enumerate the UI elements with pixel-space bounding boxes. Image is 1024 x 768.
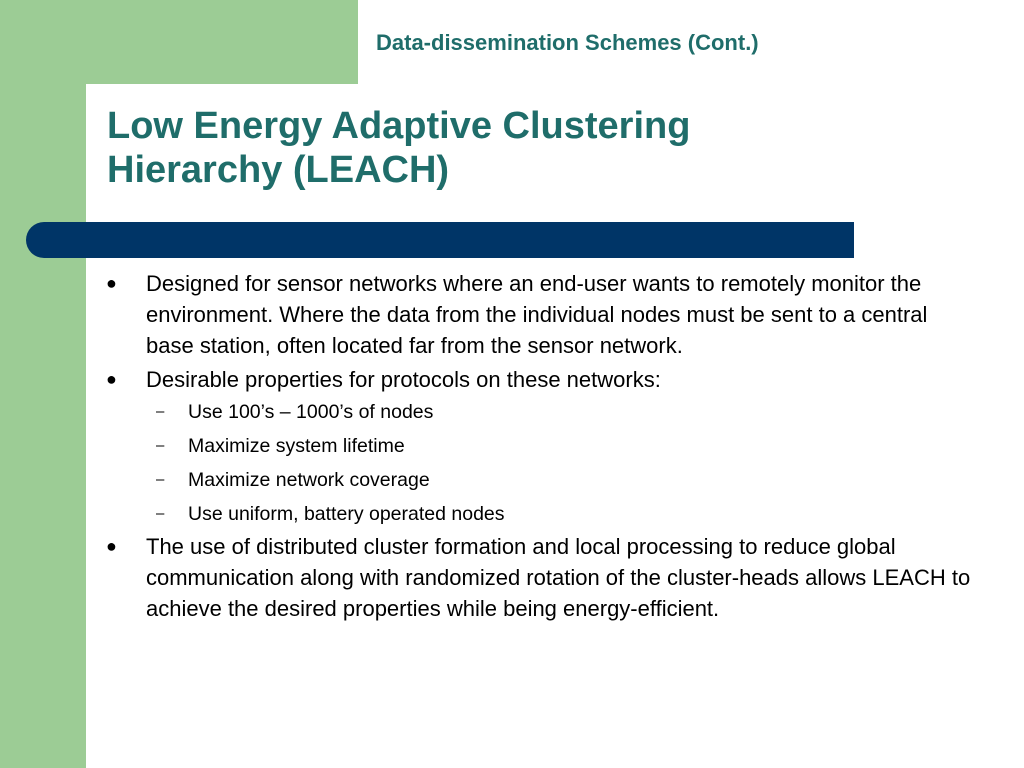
bullet-text: The use of distributed cluster formation and local processing to reduce global communication along with randomized rotation of the cluster-heads allows LEACH to achieve the desired properties while being energy-efficient. bbox=[146, 534, 971, 621]
sub-bullet-text: Use 100’s – 1000’s of nodes bbox=[188, 401, 434, 423]
slide-title-line-1: Low Energy Adaptive Clustering bbox=[107, 105, 691, 147]
top-green-band bbox=[0, 0, 358, 84]
sub-bullet-text: Use uniform, battery operated nodes bbox=[188, 503, 505, 525]
slide-title-line-2: Hierarchy (LEACH) bbox=[107, 149, 450, 191]
slide-title bbox=[107, 104, 867, 192]
bullet-icon: ● bbox=[106, 273, 117, 293]
dash-icon: – bbox=[156, 403, 165, 420]
sub-bullet-item bbox=[104, 497, 994, 531]
bullet-text: Desirable properties for protocols on these networks: bbox=[146, 367, 661, 392]
slide-body bbox=[104, 268, 994, 624]
bullet-item bbox=[104, 364, 994, 395]
slide-header: Data-dissemination Schemes (Cont.) bbox=[376, 30, 759, 55]
dash-icon: – bbox=[156, 437, 165, 454]
bullet-item bbox=[104, 531, 994, 624]
title-divider-bar bbox=[26, 222, 854, 258]
bullet-item bbox=[104, 268, 994, 361]
sub-bullet-item bbox=[104, 429, 994, 463]
dash-icon: – bbox=[156, 505, 165, 522]
sub-bullet-item bbox=[104, 463, 994, 497]
dash-icon: – bbox=[156, 471, 165, 488]
left-green-band bbox=[0, 0, 86, 768]
bullet-text: Designed for sensor networks where an end-user wants to remotely monitor the environment. Where the data from the individual nodes must be sent to a central base station, often located far from the sensor network. bbox=[146, 271, 928, 358]
bullet-icon: ● bbox=[106, 369, 117, 389]
bullet-icon: ● bbox=[106, 536, 117, 556]
sub-bullet-item bbox=[104, 395, 994, 429]
sub-bullet-text: Maximize network coverage bbox=[188, 469, 430, 491]
sub-bullet-text: Maximize system lifetime bbox=[188, 435, 405, 457]
